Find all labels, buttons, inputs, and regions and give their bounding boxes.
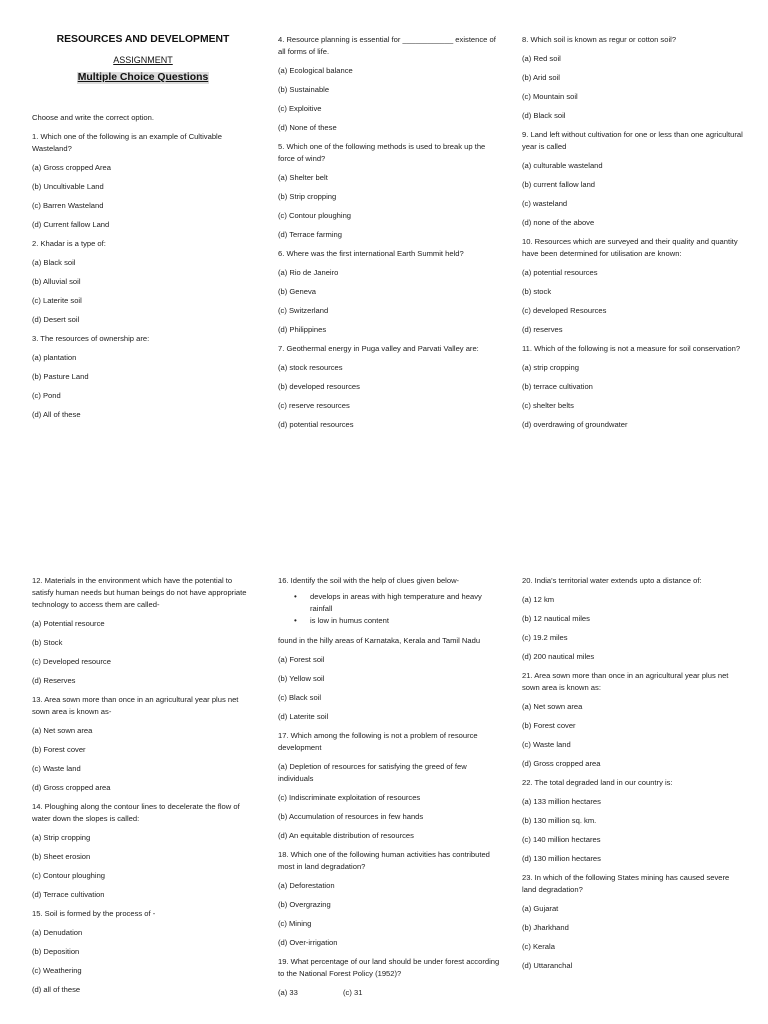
question-text: 17. Which among the following is not a problem of resource development [278, 731, 478, 752]
answer-option: (a) Denudation [32, 928, 83, 937]
question-text: 8. Which soil is known as regur or cotton soil? [522, 35, 677, 44]
question-list [522, 575, 744, 972]
answer-option: (a) Deforestation [278, 881, 335, 890]
answer-option: (b) Sustainable [278, 85, 330, 94]
answer-option: (d) Uttaranchal [522, 961, 573, 970]
column-2 [278, 34, 500, 431]
answer-option: (c) developed Resources [522, 306, 607, 315]
answer-option: (b) Geneva [278, 287, 316, 296]
answer-option: (a) stock resources [278, 363, 343, 372]
answer-option: (b) 12 nautical miles [522, 614, 590, 623]
answer-option: (d) Laterite soil [278, 712, 329, 721]
answer-option: (a) Depletion of resources for satisfying the greed of few individuals [278, 762, 467, 783]
answer-option: (c) wasteland [522, 199, 568, 208]
answer-option: (b) Pasture Land [32, 372, 89, 381]
answer-option: (b) stock [522, 287, 552, 296]
answer-option: (c) Indiscriminate exploitation of resources [278, 793, 421, 802]
column-4 [32, 575, 254, 996]
answer-option: (c) Weathering [32, 966, 82, 975]
answer-option: (d) 130 million hectares [522, 854, 601, 863]
question-text: 12. Materials in the environment which have the potential to satisfy human needs but human beings do not have appropriate technology to access them are called- [32, 576, 247, 609]
question-text: 16. Identify the soil with the help of clues given below- [278, 576, 460, 585]
answer-option: (c) Laterite soil [32, 296, 82, 305]
answer-option: (c) Mining [278, 919, 312, 928]
answer-option: (c) Mountain soil [522, 92, 578, 101]
answer-option: (d) all of these [32, 985, 81, 994]
question-text: 23. In which of the following States mining has caused severe land degradation? [522, 873, 730, 894]
question-text: 4. Resource planning is essential for ____________ existence of all forms of life. [278, 35, 496, 56]
answer-option: (b) Deposition [32, 947, 80, 956]
column-6 [522, 575, 744, 972]
answer-option: (c) 31 [343, 988, 363, 997]
answer-option: (a) Gross cropped Area [32, 163, 111, 172]
answer-option: (b) Alluvial soil [32, 277, 81, 286]
answer-option: (a) plantation [32, 353, 77, 362]
answer-option: (c) reserve resources [278, 401, 350, 410]
answer-option: (b) Arid soil [522, 73, 560, 82]
answer-option: (c) Waste land [32, 764, 81, 773]
answer-option: (d) overdrawing of groundwater [522, 420, 628, 429]
answer-option: (c) Black soil [278, 693, 322, 702]
answer-option: (d) Black soil [522, 111, 566, 120]
answer-option: (b) Jharkhand [522, 923, 569, 932]
answer-option: (a) Gujarat [522, 904, 559, 913]
answer-option: (c) Waste land [522, 740, 571, 749]
question-text: 1. Which one of the following is an example of Cultivable Wasteland? [32, 132, 222, 153]
answer-option: (b) Strip cropping [278, 192, 337, 201]
answer-option: (d) Current fallow Land [32, 220, 110, 229]
question-list [278, 730, 500, 949]
answer-option: (b) current fallow land [522, 180, 596, 189]
question-text: 15. Soil is formed by the process of - [32, 909, 156, 918]
answer-option: (a) 12 km [522, 595, 555, 604]
answer-option: (d) None of these [278, 123, 337, 132]
answer-option: (c) Exploitive [278, 104, 322, 113]
clue-item: • is low in humus content [310, 615, 500, 627]
answer-option: (a) Net sown area [32, 726, 93, 735]
answer-option: (d) Reserves [32, 676, 76, 685]
answer-option-row [278, 987, 500, 999]
answer-option: (a) Shelter belt [278, 173, 328, 182]
answer-option: (c) Developed resource [32, 657, 111, 666]
question-text: 11. Which of the following is not a measure for soil conservation? [522, 344, 741, 353]
answer-option: (b) Accumulation of resources in few hands [278, 812, 424, 821]
answer-option: (a) 133 million hectares [522, 797, 601, 806]
question-text: 13. Area sown more than once in an agricultural year plus net sown area is known as- [32, 695, 239, 716]
answer-option: (b) Yellow soil [278, 674, 325, 683]
question-text: 19. What percentage of our land should be under forest according to the National Forest Policy (1952)? [278, 957, 500, 978]
answer-option: (d) Terrace cultivation [32, 890, 105, 899]
answer-option: (b) Forest cover [32, 745, 86, 754]
answer-option: (b) Overgrazing [278, 900, 331, 909]
answer-option: (a) potential resources [522, 268, 598, 277]
column-1 [32, 34, 254, 421]
answer-option: (c) Contour ploughing [32, 871, 106, 880]
question-text: 22. The total degraded land in our country is: [522, 778, 673, 787]
assignment-label: ASSIGNMENT [113, 55, 173, 65]
answer-option: (d) All of these [32, 410, 81, 419]
answer-option: (c) Switzerland [278, 306, 329, 315]
question-text: 21. Area sown more than once in an agricultural year plus net sown area is known as: [522, 671, 729, 692]
answer-option: (c) Barren Wasteland [32, 201, 104, 210]
question-text: 18. Which one of the following human activities has contributed most in land degradation? [278, 850, 490, 871]
answer-option: (b) developed resources [278, 382, 360, 391]
answer-option: (d) reserves [522, 325, 563, 334]
answer-option: (a) culturable wasteland [522, 161, 603, 170]
answer-option: (b) Forest cover [522, 721, 576, 730]
answer-option: (a) 33 [278, 988, 298, 997]
page-title: RESOURCES AND DEVELOPMENT [56, 34, 230, 45]
answer-option: (c) 19.2 miles [522, 633, 568, 642]
section-heading: Multiple Choice Questions [77, 72, 209, 83]
answer-option: (c) Pond [32, 391, 61, 400]
answer-option: (a) Potential resource [32, 619, 105, 628]
answer-option: (a) strip cropping [522, 363, 579, 372]
answer-option: (d) Over-irrigation [278, 938, 338, 947]
answer-option: (a) Ecological balance [278, 66, 353, 75]
answer-option: (a) Forest soil [278, 655, 325, 664]
question-list [32, 575, 254, 996]
question-text: 5. Which one of the following methods is used to break up the force of wind? [278, 142, 486, 163]
question-text: 9. Land left without cultivation for one or less than one agricultural year is called [522, 130, 743, 151]
answer-option: (d) Terrace farming [278, 230, 343, 239]
question-list [522, 34, 744, 431]
clue-list [278, 591, 500, 627]
answer-option: (c) shelter belts [522, 401, 574, 410]
question-text: 7. Geothermal energy in Puga valley and Parvati Valley are: [278, 344, 479, 353]
question-list [32, 131, 254, 421]
column-3 [522, 34, 744, 431]
question-text: 3. The resources of ownership are: [32, 334, 150, 343]
answer-option: (b) Stock [32, 638, 63, 647]
answer-option: (d) Gross cropped area [522, 759, 601, 768]
answer-option: (b) Uncultivable Land [32, 182, 104, 191]
column-5 [278, 575, 500, 999]
answer-option: (a) Net sown area [522, 702, 583, 711]
answer-option: (a) Strip cropping [32, 833, 91, 842]
answer-option: (d) An equitable distribution of resources [278, 831, 414, 840]
question-text: 14. Ploughing along the contour lines to decelerate the flow of water down the slopes is called: [32, 802, 240, 823]
answer-option: (b) Sheet erosion [32, 852, 91, 861]
answer-option: (a) Red soil [522, 54, 561, 63]
question-text: found in the hilly areas of Karnataka, Kerala and Tamil Nadu [278, 636, 481, 645]
instruction-text: Choose and write the correct option. [32, 113, 154, 122]
question-list [278, 34, 500, 431]
question-text: 10. Resources which are surveyed and their quality and quantity have been determined for utilisation are known: [522, 237, 738, 258]
clue-item: • develops in areas with high temperature and heavy rainfall [310, 591, 500, 615]
answer-option: (d) Philippines [278, 325, 327, 334]
answer-option: (a) Rio de Janeiro [278, 268, 339, 277]
answer-option: (c) 140 million hectares [522, 835, 601, 844]
question-text: 2. Khadar is a type of: [32, 239, 106, 248]
question-text: 20. India's territorial water extends upto a distance of: [522, 576, 702, 585]
answer-option: (d) Gross cropped area [32, 783, 111, 792]
answer-option: (c) Contour ploughing [278, 211, 352, 220]
answer-option: (c) Kerala [522, 942, 555, 951]
answer-option: (b) 130 million sq. km. [522, 816, 597, 825]
answer-option: (b) terrace cultivation [522, 382, 593, 391]
answer-option: (d) potential resources [278, 420, 354, 429]
answer-option: (d) Desert soil [32, 315, 80, 324]
answer-option: (d) 200 nautical miles [522, 652, 595, 661]
answer-option: (d) none of the above [522, 218, 595, 227]
question-text: 6. Where was the first international Earth Summit held? [278, 249, 464, 258]
answer-option: (a) Black soil [32, 258, 76, 267]
